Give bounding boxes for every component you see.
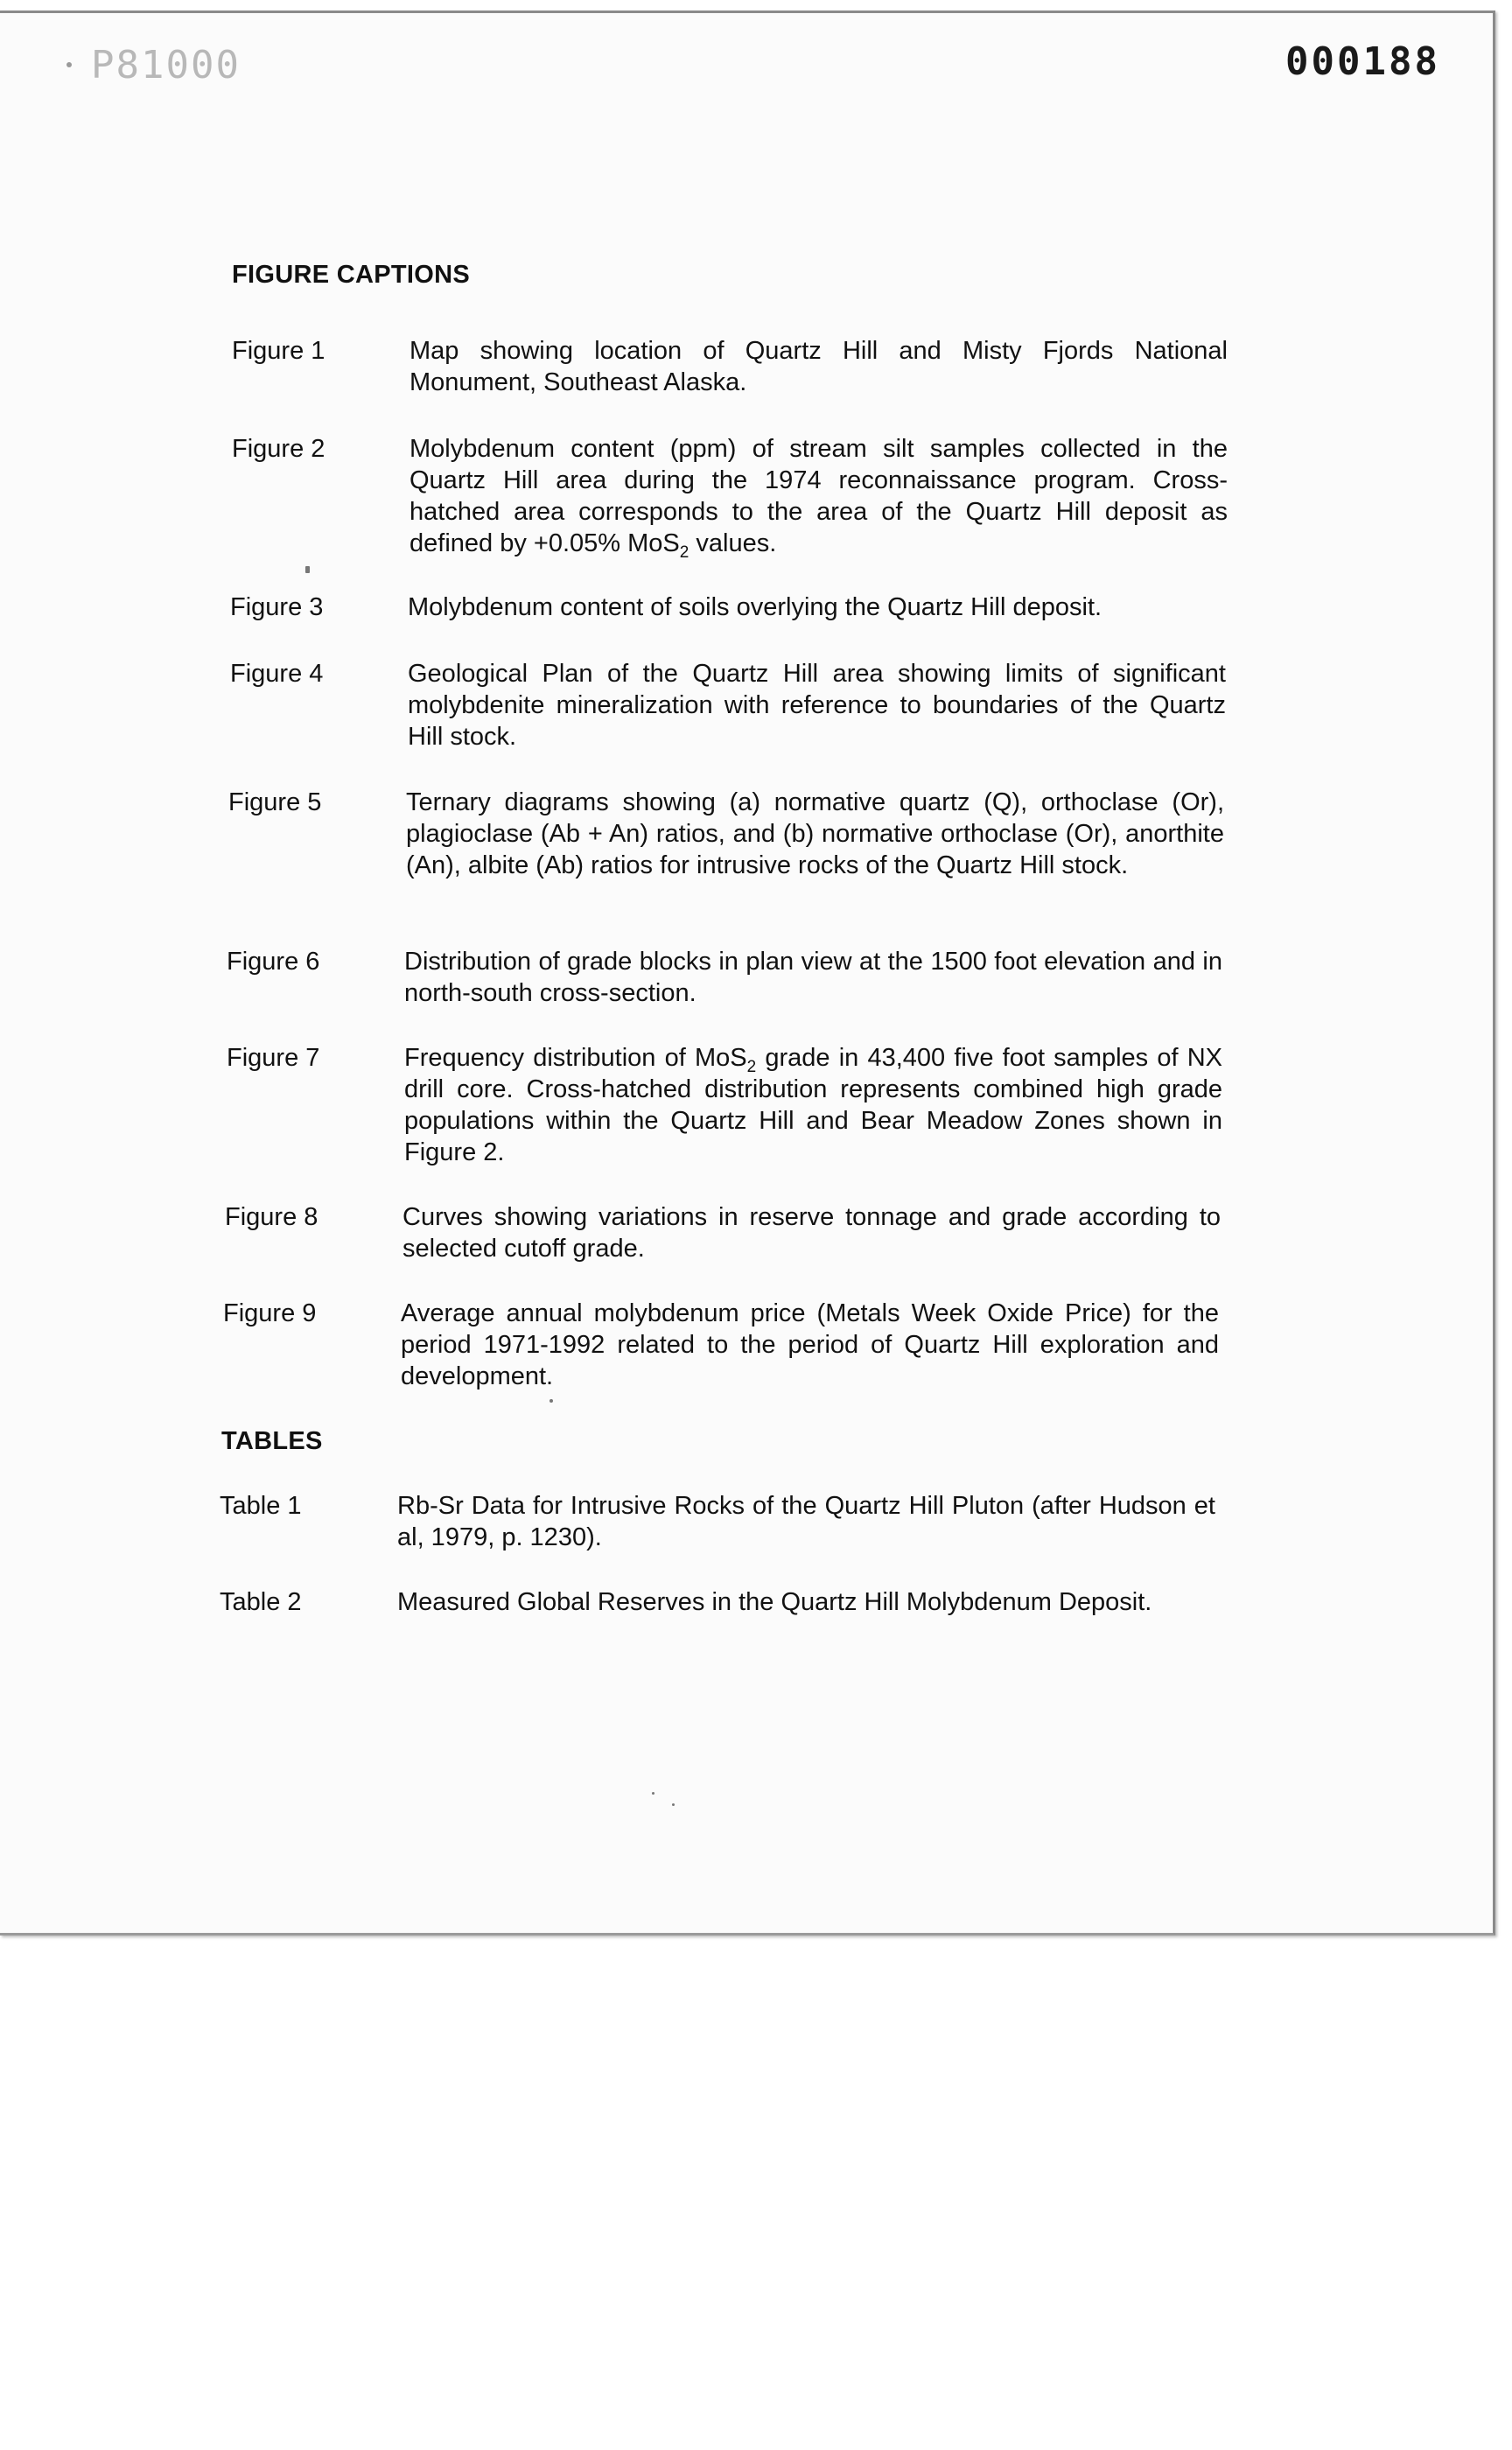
caption-label: Figure 3 <box>230 593 324 621</box>
caption-text-main: Molybdenum content (ppm) of stream silt samples collected in the Quartz Hill area during the 1974 reconnaissance program. Cross-hatched area corresponds to the area of the Quartz Hill deposit as defined by +0.05% MoS <box>410 435 1228 557</box>
caption-entry <box>230 592 1226 623</box>
scan-speck <box>652 1792 654 1795</box>
figure-captions-heading: FIGURE CAPTIONS <box>232 261 470 289</box>
table-entry <box>220 1586 1215 1618</box>
caption-entry <box>223 1298 1219 1392</box>
caption-text <box>404 1042 1222 1168</box>
caption-text: Curves showing variations in reserve tonnage and grade according to selected cutoff grade. <box>402 1203 1221 1263</box>
caption-text: Map showing location of Quartz Hill and Misty Fjords National Monument, Southeast Alaska. <box>410 337 1228 396</box>
tables-heading: TABLES <box>221 1427 323 1455</box>
caption-label: Figure 1 <box>232 337 326 365</box>
caption-label: Figure 7 <box>227 1044 320 1072</box>
caption-text <box>410 433 1228 562</box>
caption-text: Geological Plan of the Quartz Hill area showing limits of significant molybdenite mineralization with reference to boundaries of the Quartz Hill stock. <box>408 660 1226 751</box>
table-text: Measured Global Reserves in the Quartz Hill Molybdenum Deposit. <box>397 1588 1152 1616</box>
table-label: Table 1 <box>220 1492 302 1520</box>
scanned-page <box>0 10 1495 1936</box>
table-label: Table 2 <box>220 1588 302 1616</box>
caption-text: Molybdenum content of soils overlying the Quartz Hill deposit. <box>408 593 1102 621</box>
page-number-stamp: 000188 <box>1285 39 1440 84</box>
scan-speck <box>550 1399 553 1403</box>
caption-label: Figure 4 <box>230 660 324 688</box>
caption-label: Figure 8 <box>225 1203 318 1231</box>
scan-speck <box>672 1803 675 1806</box>
caption-text: Distribution of grade blocks in plan view at the 1500 foot elevation and in north-south cross-section. <box>404 948 1222 1007</box>
caption-entry <box>227 946 1222 1009</box>
subscript: 2 <box>679 542 690 562</box>
caption-entry <box>225 1201 1221 1264</box>
caption-label: Figure 6 <box>227 948 320 976</box>
caption-text-tail: grade in 43,400 five foot samples of NX drill core. Cross-hatched distribution represents combined high grade populations within the Quartz Hill and Bear Meadow Zones shown in Figure 2. <box>404 1044 1222 1166</box>
caption-text: Ternary diagrams showing (a) normative quartz (Q), orthoclase (Or), plagioclase (Ab + An) ratios, and (b) normative orthoclase (Or), anorthite (An), albite (Ab) ratios for intrusive rocks of the Quartz Hill stock. <box>406 788 1224 879</box>
table-text: Rb-Sr Data for Intrusive Rocks of the Quartz Hill Pluton (after Hudson et al, 1979, p. 1230). <box>397 1492 1215 1551</box>
caption-label: Figure 9 <box>223 1299 317 1327</box>
scan-speck <box>305 566 310 573</box>
caption-label: Figure 5 <box>228 788 322 816</box>
caption-label: Figure 2 <box>232 435 326 463</box>
table-entry <box>220 1490 1215 1553</box>
caption-entry <box>227 1042 1222 1168</box>
caption-entry <box>232 335 1228 398</box>
subscript: 2 <box>746 1057 757 1076</box>
caption-entry <box>230 658 1226 752</box>
caption-entry <box>228 787 1224 881</box>
caption-entry <box>232 433 1228 562</box>
caption-text-main: Frequency distribution of MoS <box>404 1044 747 1072</box>
caption-text-tail: values. <box>689 529 777 557</box>
scan-speck <box>66 62 72 67</box>
caption-text: Average annual molybdenum price (Metals Week Oxide Price) for the period 1971-1992 related to the period of Quartz Hill exploration and development. <box>401 1299 1219 1390</box>
document-control-stamp: P81000 <box>91 43 241 88</box>
